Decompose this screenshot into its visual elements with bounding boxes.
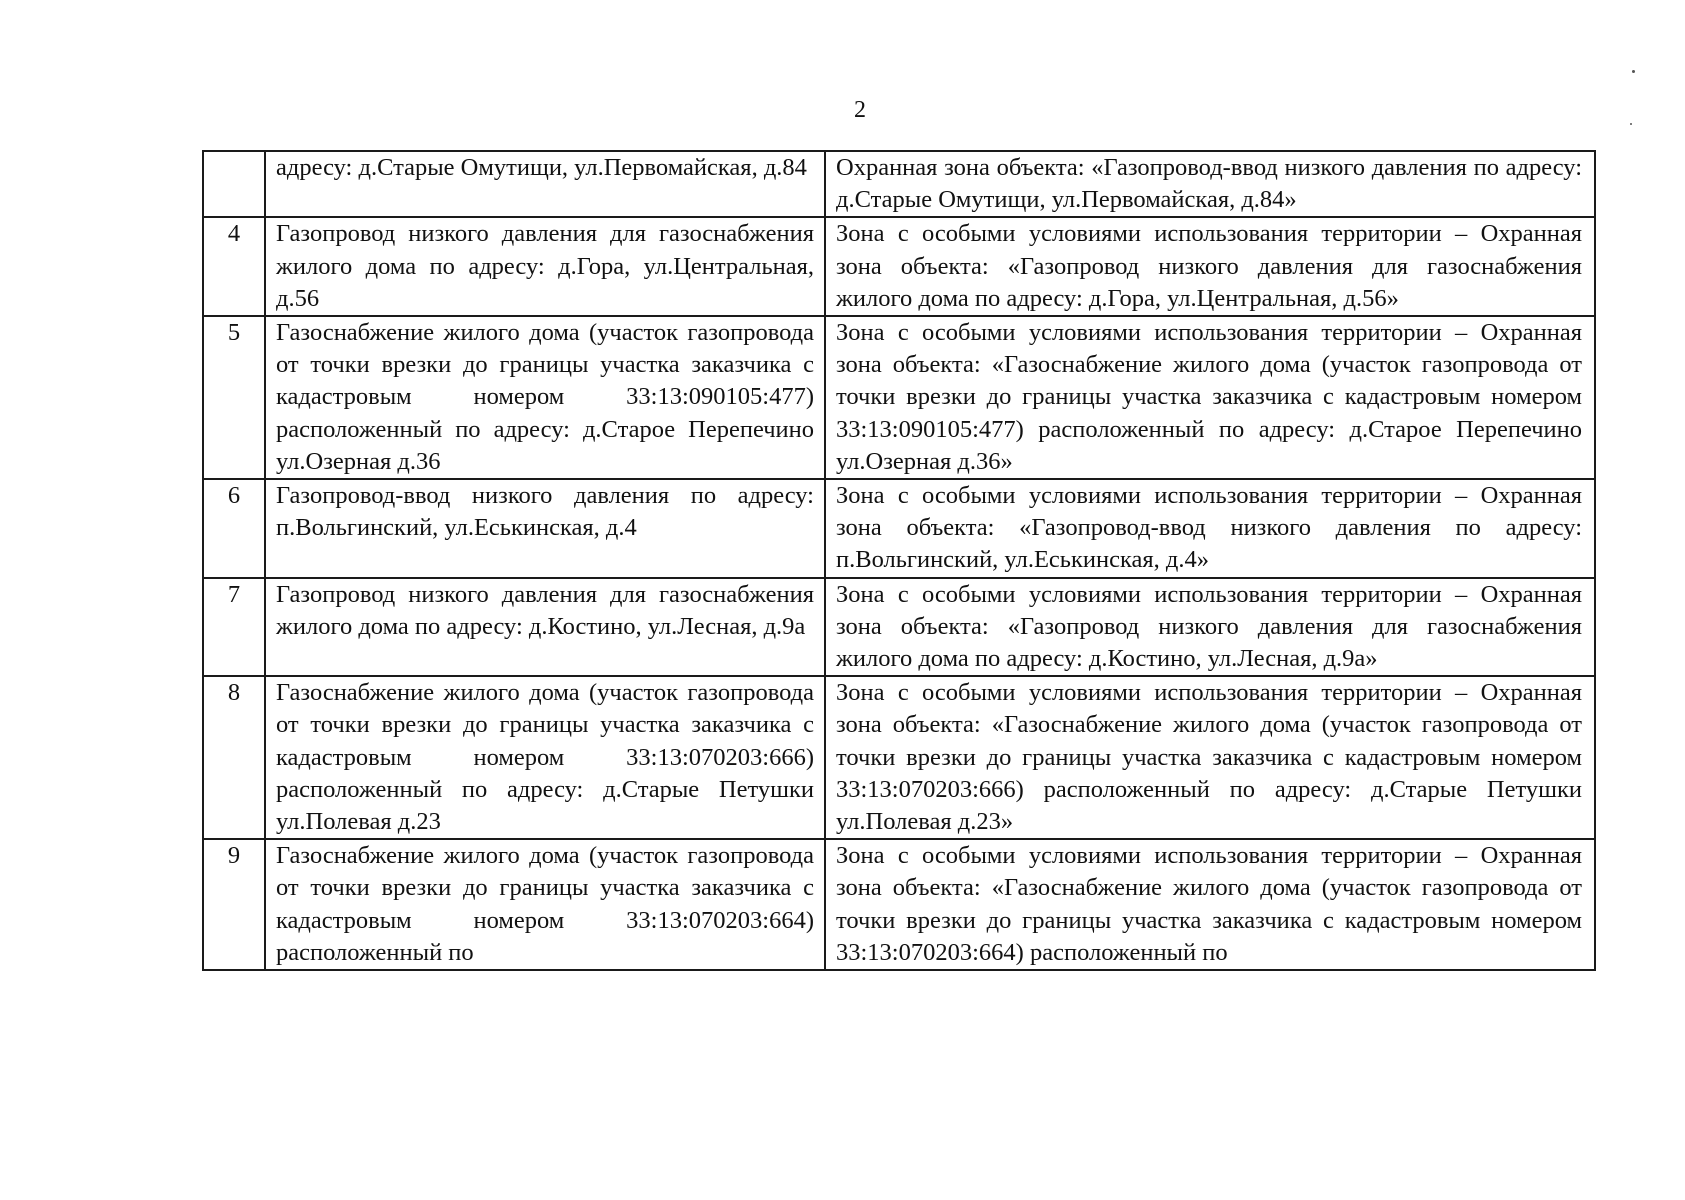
object-name-cell: Газоснабжение жилого дома (участок газопровода от точки врезки до границы участка заказчика с кадастровым номером 33:13:090105:477) расположенный по адресу: д.Старое Перепечино ул.Озерная д.36 — [265, 316, 825, 479]
row-number: 7 — [203, 578, 265, 677]
zone-description-cell: Зона с особыми условиями использования территории – Охранная зона объекта: «Газоснабжение жилого дома (участок газопровода от точки врезки до границы участка заказчика с кадастровым номером 33:13:070203:664) расположенный по — [825, 839, 1595, 970]
object-name-cell: Газоснабжение жилого дома (участок газопровода от точки врезки до границы участка заказчика с кадастровым номером 33:13:070203:666) расположенный по адресу: д.Старые Петушки ул.Полевая д.23 — [265, 676, 825, 839]
row-number: 6 — [203, 479, 265, 578]
object-name-cell: Газоснабжение жилого дома (участок газопровода от точки врезки до границы участка заказчика с кадастровым номером 33:13:070203:664) расположенный по — [265, 839, 825, 970]
table-row — [203, 839, 1595, 970]
table-row — [203, 217, 1595, 316]
object-name-cell: адресу: д.Старые Омутищи, ул.Первомайская, д.84 — [265, 151, 825, 217]
zone-description-cell: Зона с особыми условиями использования территории – Охранная зона объекта: «Газоснабжение жилого дома (участок газопровода от точки врезки до границы участка заказчика с кадастровым номером 33:13:070203:666) расположенный по адресу: д.Старые Петушки ул.Полевая д.23» — [825, 676, 1595, 839]
row-number: 8 — [203, 676, 265, 839]
object-name-cell: Газопровод низкого давления для газоснабжения жилого дома по адресу: д.Костино, ул.Лесная, д.9а — [265, 578, 825, 677]
row-number — [203, 151, 265, 217]
row-number: 9 — [203, 839, 265, 970]
table-row — [203, 676, 1595, 839]
object-name-cell: Газопровод-ввод низкого давления по адресу: п.Вольгинский, ул.Еськинская, д.4 — [265, 479, 825, 578]
zone-description-cell: Зона с особыми условиями использования территории – Охранная зона объекта: «Газопровод низкого давления для газоснабжения жилого дома по адресу: д.Гора, ул.Центральная, д.56» — [825, 217, 1595, 316]
scan-speck — [1632, 70, 1635, 73]
scan-speck — [1630, 123, 1632, 125]
zones-table — [202, 150, 1596, 971]
zone-description-cell: Охранная зона объекта: «Газопровод-ввод низкого давления по адресу: д.Старые Омутищи, ул.Первомайская, д.84» — [825, 151, 1595, 217]
table-row — [203, 578, 1595, 677]
row-number: 4 — [203, 217, 265, 316]
zone-description-cell: Зона с особыми условиями использования территории – Охранная зона объекта: «Газопровод-ввод низкого давления по адресу: п.Вольгинский, ул.Еськинская, д.4» — [825, 479, 1595, 578]
table-row — [203, 316, 1595, 479]
table-row — [203, 151, 1595, 217]
zone-description-cell: Зона с особыми условиями использования территории – Охранная зона объекта: «Газопровод низкого давления для газоснабжения жилого дома по адресу: д.Костино, ул.Лесная, д.9а» — [825, 578, 1595, 677]
page-number: 2 — [854, 97, 866, 123]
zone-description-cell: Зона с особыми условиями использования территории – Охранная зона объекта: «Газоснабжение жилого дома (участок газопровода от точки врезки до границы участка заказчика с кадастровым номером 33:13:090105:477) расположенный по адресу: д.Старое Перепечино ул.Озерная д.36» — [825, 316, 1595, 479]
table-row — [203, 479, 1595, 578]
row-number: 5 — [203, 316, 265, 479]
object-name-cell: Газопровод низкого давления для газоснабжения жилого дома по адресу: д.Гора, ул.Центральная, д.56 — [265, 217, 825, 316]
